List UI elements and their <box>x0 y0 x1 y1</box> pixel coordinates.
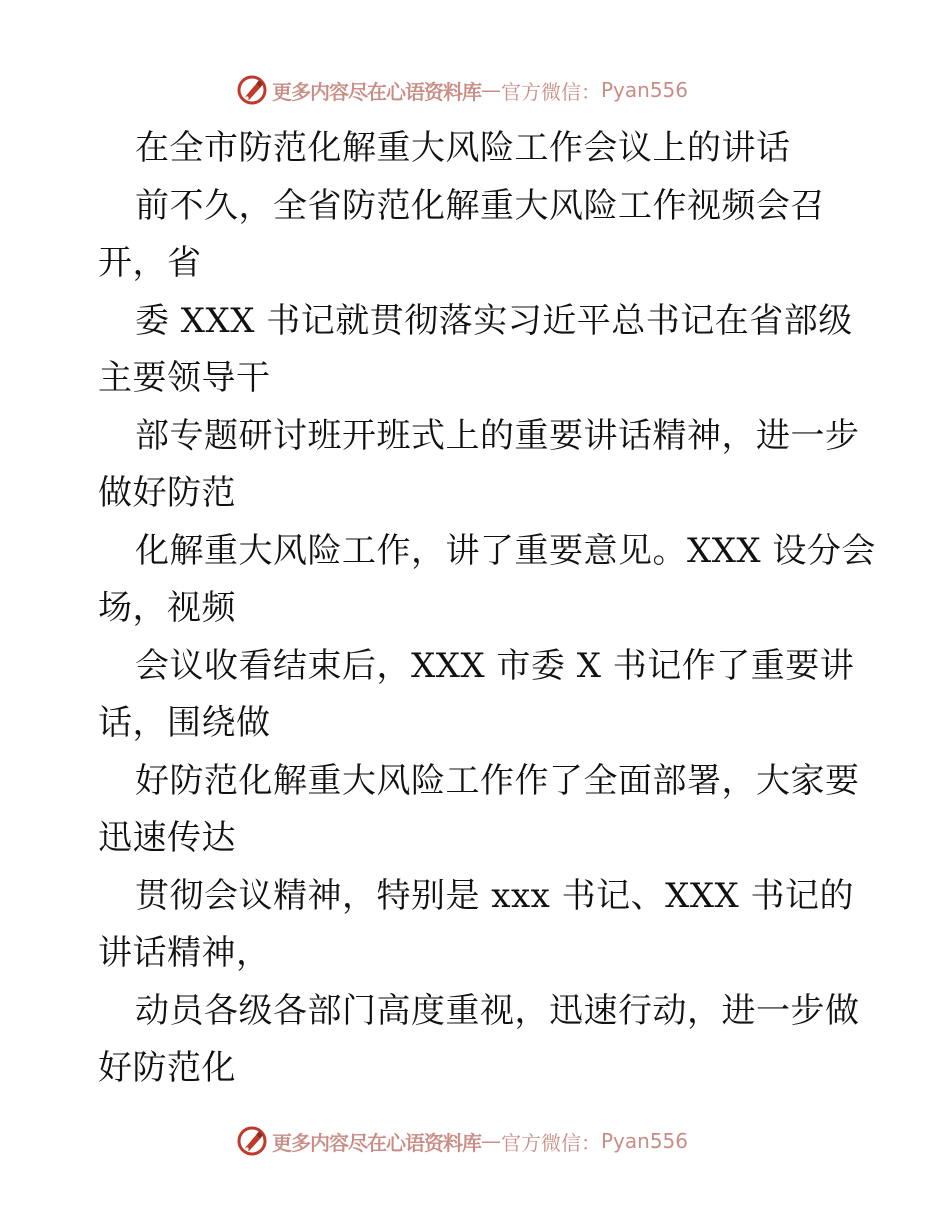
footer-banner-separator: — <box>481 1129 501 1153</box>
paragraph-line: 部专题研讨班开班式上的重要讲话精神，进一步 <box>135 415 860 456</box>
paragraph-line: 主要领导干 <box>98 358 271 398</box>
document-body <box>98 120 878 1098</box>
footer-banner-main-text: 更多内容尽在心语资料库 <box>272 1130 481 1155</box>
footer-banner-wechat-label: 官方微信： <box>501 1130 601 1155</box>
header-banner-wechat-id: Pyan556 <box>601 78 689 102</box>
paragraph-line: 讲话精神， <box>98 933 271 973</box>
paragraph-line: 前不久，全省防范化解重大风险工作视频会召 <box>135 185 825 226</box>
document-title: 在全市防范化解重大风险工作会议上的讲话 <box>135 128 791 168</box>
footer-banner <box>236 1123 688 1159</box>
paragraph-line: 话，围绕做 <box>98 703 271 743</box>
header-banner-wechat-label: 官方微信： <box>501 79 601 104</box>
pen-logo-icon <box>236 1125 268 1157</box>
paragraph-line: 好防范化解重大风险工作作了全面部署，大家要 <box>135 760 860 801</box>
paragraph-line: 贯彻会议精神，特别是 xxx 书记、XXX 书记的 <box>135 875 855 916</box>
paragraph-line: 场，视频 <box>98 588 236 628</box>
pen-logo-icon <box>236 74 268 106</box>
paragraph-line: 动员各级各部门高度重视，迅速行动，进一步做 <box>135 990 860 1031</box>
paragraph-line: 会议收看结束后，XXX 市委 X 书记作了重要讲 <box>135 645 855 686</box>
paragraph-line: 好防范化 <box>98 1048 236 1088</box>
paragraph-line: 化解重大风险工作，讲了重要意见。XXX 设分会 <box>135 530 876 571</box>
header-banner-main-text: 更多内容尽在心语资料库 <box>272 79 481 104</box>
footer-banner-wechat-id: Pyan556 <box>601 1129 689 1153</box>
paragraph-line: 迅速传达 <box>98 818 236 858</box>
paragraph-line: 开，省 <box>98 243 202 283</box>
header-banner <box>236 72 688 108</box>
paragraph-line: 委 XXX 书记就贯彻落实习近平总书记在省部级 <box>135 300 853 341</box>
paragraph-line: 做好防范 <box>98 473 236 513</box>
header-banner-separator: — <box>481 78 501 102</box>
